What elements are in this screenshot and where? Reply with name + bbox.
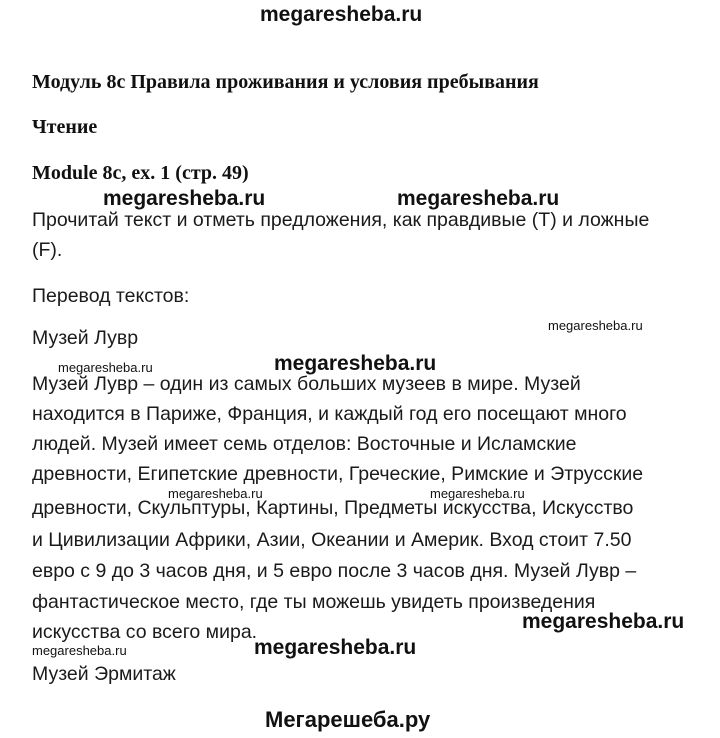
- watermark-top: megaresheba.ru: [260, 3, 423, 26]
- module-title: Модуль 8с Правила проживания и условия пребывания: [32, 71, 539, 93]
- louvre-text-line: фантастическое место, где ты можешь увидеть произведения: [32, 591, 596, 613]
- exercise-reference: Module 8c, ex. 1 (стр. 49): [32, 162, 249, 184]
- watermark: megaresheba.ru: [274, 352, 437, 375]
- louvre-text-line: древности, Египетские древности, Греческие, Римские и Этрусские: [32, 463, 644, 485]
- watermark: megaresheba.ru: [522, 610, 685, 633]
- watermark-footer: Мегарешеба.ру: [265, 707, 431, 732]
- louvre-text-line: древности, Скульптуры, Картины, Предметы искусства, Искусство: [32, 497, 634, 519]
- translation-label: Перевод текстов:: [32, 285, 190, 307]
- louvre-text-line: евро с 9 до 3 часов дня, и 5 евро после 3 часов дня. Музей Лувр –: [32, 560, 637, 582]
- instruction-line: Прочитай текст и отметь предложения, как правдивые (T) и ложные: [32, 209, 650, 231]
- watermark-small: megaresheba.ru: [168, 486, 263, 501]
- section-title: Чтение: [32, 116, 98, 138]
- louvre-text-line: людей. Музей имеет семь отделов: Восточные и Исламские: [32, 433, 577, 455]
- watermark-small: megaresheba.ru: [58, 360, 153, 375]
- watermark: megaresheba.ru: [254, 636, 417, 659]
- louvre-text-line: Музей Лувр – один из самых больших музеев в мире. Музей: [32, 373, 581, 395]
- watermark-small: megaresheba.ru: [32, 643, 127, 658]
- louvre-text-line: и Цивилизации Африки, Азии, Океании и Америк. Вход стоит 7.50: [32, 529, 632, 551]
- louvre-title: Музей Лувр: [32, 327, 139, 349]
- louvre-text-line: находится в Париже, Франция, и каждый год его посещают много: [32, 403, 627, 425]
- watermark-small: megaresheba.ru: [548, 318, 643, 333]
- watermark: megaresheba.ru: [397, 187, 560, 210]
- instruction-line: (F).: [32, 239, 63, 261]
- hermitage-title: Музей Эрмитаж: [32, 663, 176, 685]
- louvre-text-line: искусства со всего мира.: [32, 621, 258, 643]
- watermark-small: megaresheba.ru: [430, 486, 525, 501]
- watermark: megaresheba.ru: [103, 187, 266, 210]
